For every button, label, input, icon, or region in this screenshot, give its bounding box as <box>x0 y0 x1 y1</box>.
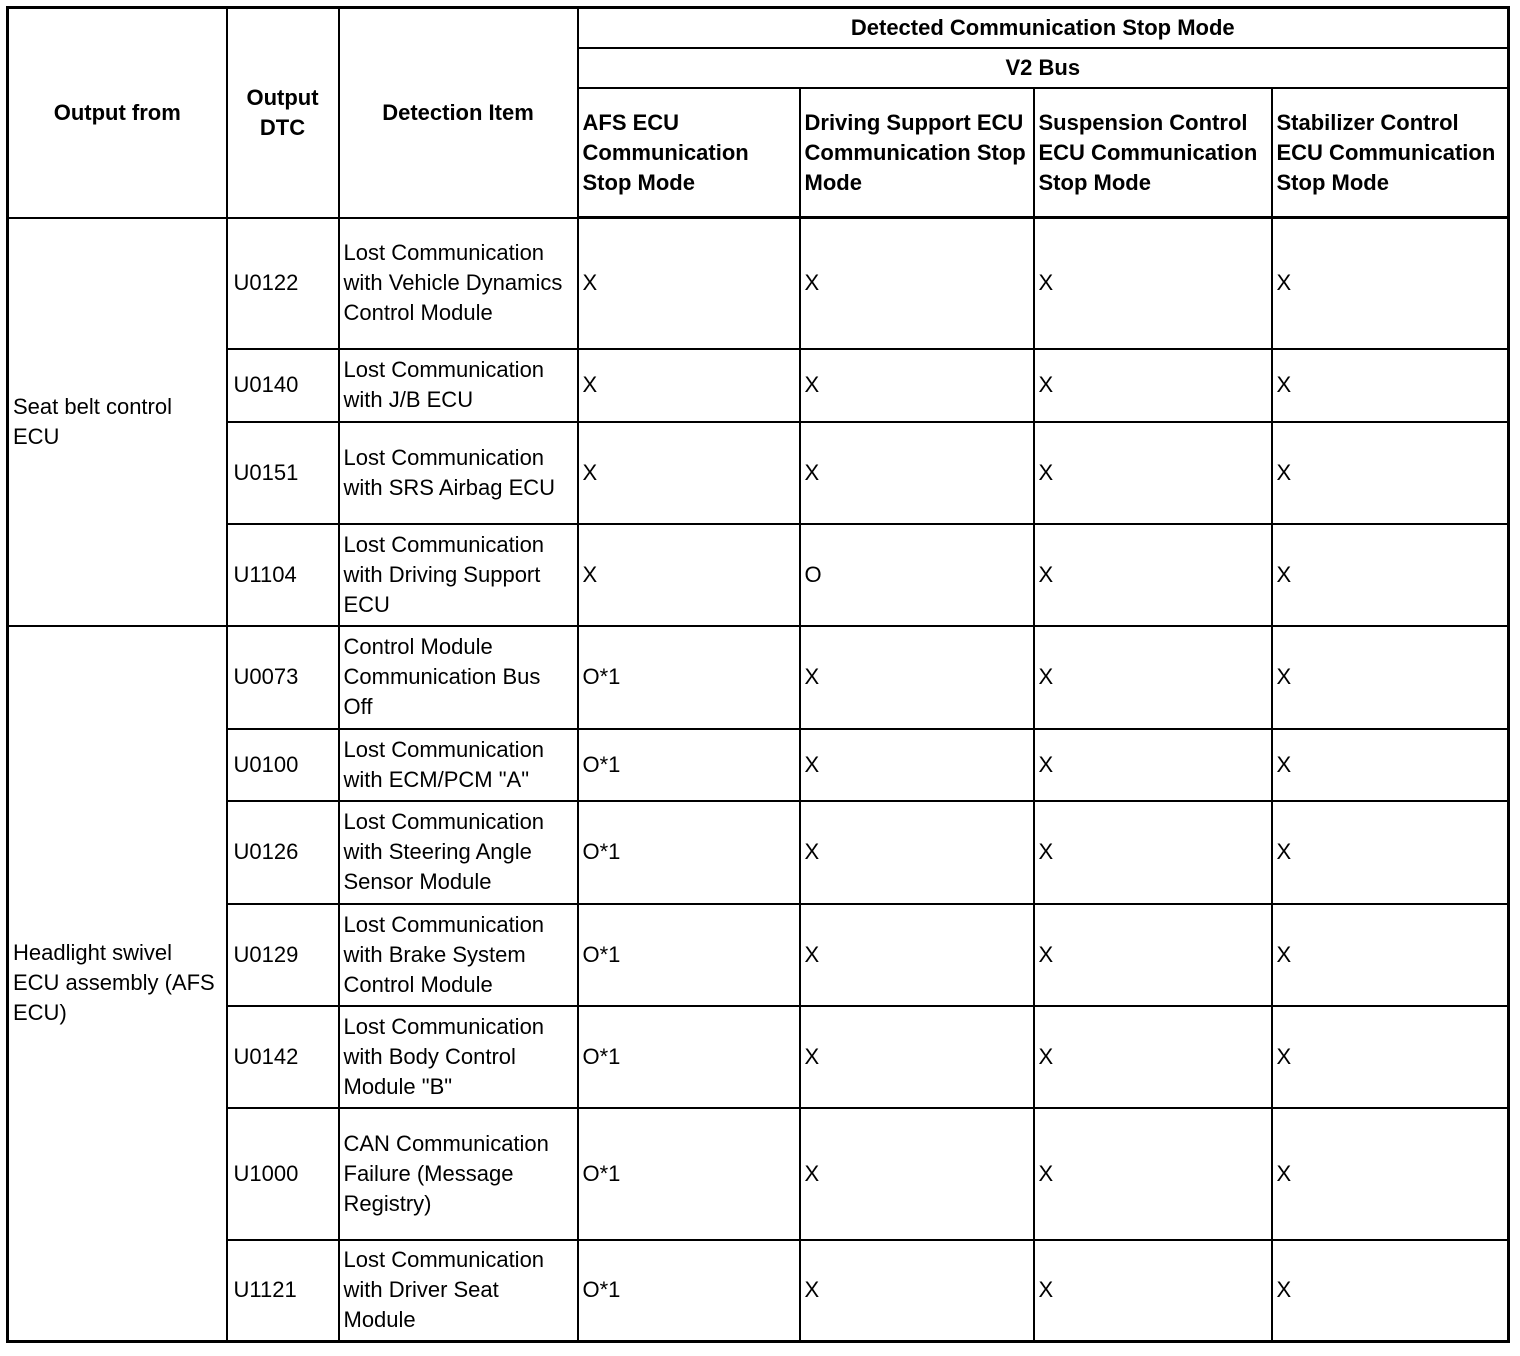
header-bus: V2 Bus <box>578 48 1509 88</box>
suspension-mode-cell: X <box>1034 1240 1272 1342</box>
afs-mode-cell: X <box>578 218 800 349</box>
suspension-mode-cell: X <box>1034 349 1272 422</box>
driving-support-mode-cell: X <box>800 1006 1034 1108</box>
afs-mode-cell: O*1 <box>578 1108 800 1240</box>
detection-item-cell: Lost Communication with Driving Support ECU <box>339 524 578 626</box>
stabilizer-mode-cell: X <box>1272 626 1509 729</box>
driving-support-mode-cell: X <box>800 801 1034 904</box>
dtc-code-cell: U0129 <box>227 904 339 1006</box>
table-row <box>8 1108 1509 1240</box>
table-row <box>8 1240 1509 1342</box>
suspension-mode-cell: X <box>1034 626 1272 729</box>
afs-mode-cell: O*1 <box>578 1240 800 1342</box>
detection-item-cell: Lost Communication with Body Control Module "B" <box>339 1006 578 1108</box>
stabilizer-mode-cell: X <box>1272 349 1509 422</box>
stabilizer-mode-cell: X <box>1272 422 1509 524</box>
header-detection-item: Detection Item <box>339 8 578 218</box>
header-driving-support-ecu-mode: Driving Support ECU Communication Stop Mode <box>800 88 1034 218</box>
table-row <box>8 801 1509 904</box>
driving-support-mode-cell: X <box>800 729 1034 801</box>
dtc-code-cell: U0073 <box>227 626 339 729</box>
detection-item-cell: Lost Communication with Driver Seat Module <box>339 1240 578 1342</box>
driving-support-mode-cell: X <box>800 1240 1034 1342</box>
afs-mode-cell: O*1 <box>578 729 800 801</box>
afs-mode-cell: O*1 <box>578 801 800 904</box>
dtc-code-cell: U1104 <box>227 524 339 626</box>
detection-item-cell: Control Module Communication Bus Off <box>339 626 578 729</box>
afs-mode-cell: O*1 <box>578 904 800 1006</box>
driving-support-mode-cell: O <box>800 524 1034 626</box>
table-row <box>8 524 1509 626</box>
header-output-from: Output from <box>8 8 227 218</box>
stabilizer-mode-cell: X <box>1272 1006 1509 1108</box>
detection-item-cell: Lost Communication with SRS Airbag ECU <box>339 422 578 524</box>
driving-support-mode-cell: X <box>800 218 1034 349</box>
output-from-cell: Seat belt control ECU <box>8 218 227 626</box>
table-row <box>8 626 1509 729</box>
afs-mode-cell: X <box>578 422 800 524</box>
header-afs-ecu-mode: AFS ECU Communication Stop Mode <box>578 88 800 218</box>
detection-item-cell: Lost Communication with Vehicle Dynamics Control Module <box>339 218 578 349</box>
dtc-code-cell: U0100 <box>227 729 339 801</box>
table-row <box>8 422 1509 524</box>
driving-support-mode-cell: X <box>800 626 1034 729</box>
afs-mode-cell: O*1 <box>578 1006 800 1108</box>
stabilizer-mode-cell: X <box>1272 1240 1509 1342</box>
stabilizer-mode-cell: X <box>1272 904 1509 1006</box>
dtc-code-cell: U1121 <box>227 1240 339 1342</box>
stabilizer-mode-cell: X <box>1272 801 1509 904</box>
detection-item-cell: CAN Communication Failure (Message Registry) <box>339 1108 578 1240</box>
dtc-code-cell: U0126 <box>227 801 339 904</box>
dtc-communication-stop-table <box>6 6 1510 1343</box>
output-from-cell: Headlight swivel ECU assembly (AFS ECU) <box>8 626 227 1342</box>
header-detected-mode: Detected Communication Stop Mode <box>578 8 1509 49</box>
table-body <box>8 218 1509 1342</box>
suspension-mode-cell: X <box>1034 422 1272 524</box>
dtc-code-cell: U0140 <box>227 349 339 422</box>
header-stabilizer-control-ecu-mode: Stabilizer Control ECU Communication Stop Mode <box>1272 88 1509 218</box>
driving-support-mode-cell: X <box>800 904 1034 1006</box>
dtc-code-cell: U0122 <box>227 218 339 349</box>
table-row <box>8 729 1509 801</box>
afs-mode-cell: X <box>578 349 800 422</box>
afs-mode-cell: X <box>578 524 800 626</box>
table-row <box>8 218 1509 349</box>
header-suspension-control-ecu-mode: Suspension Control ECU Communication Stop Mode <box>1034 88 1272 218</box>
afs-mode-cell: O*1 <box>578 626 800 729</box>
suspension-mode-cell: X <box>1034 729 1272 801</box>
dtc-code-cell: U0142 <box>227 1006 339 1108</box>
stabilizer-mode-cell: X <box>1272 729 1509 801</box>
suspension-mode-cell: X <box>1034 904 1272 1006</box>
dtc-code-cell: U0151 <box>227 422 339 524</box>
table-row <box>8 904 1509 1006</box>
detection-item-cell: Lost Communication with J/B ECU <box>339 349 578 422</box>
header-row-1 <box>8 8 1509 49</box>
detection-item-cell: Lost Communication with Steering Angle Sensor Module <box>339 801 578 904</box>
header-output-dtc: Output DTC <box>227 8 339 218</box>
suspension-mode-cell: X <box>1034 1108 1272 1240</box>
suspension-mode-cell: X <box>1034 218 1272 349</box>
detection-item-cell: Lost Communication with Brake System Control Module <box>339 904 578 1006</box>
driving-support-mode-cell: X <box>800 1108 1034 1240</box>
table-row <box>8 349 1509 422</box>
suspension-mode-cell: X <box>1034 801 1272 904</box>
suspension-mode-cell: X <box>1034 1006 1272 1108</box>
stabilizer-mode-cell: X <box>1272 524 1509 626</box>
dtc-code-cell: U1000 <box>227 1108 339 1240</box>
driving-support-mode-cell: X <box>800 349 1034 422</box>
table-row <box>8 1006 1509 1108</box>
suspension-mode-cell: X <box>1034 524 1272 626</box>
detection-item-cell: Lost Communication with ECM/PCM "A" <box>339 729 578 801</box>
driving-support-mode-cell: X <box>800 422 1034 524</box>
stabilizer-mode-cell: X <box>1272 1108 1509 1240</box>
stabilizer-mode-cell: X <box>1272 218 1509 349</box>
